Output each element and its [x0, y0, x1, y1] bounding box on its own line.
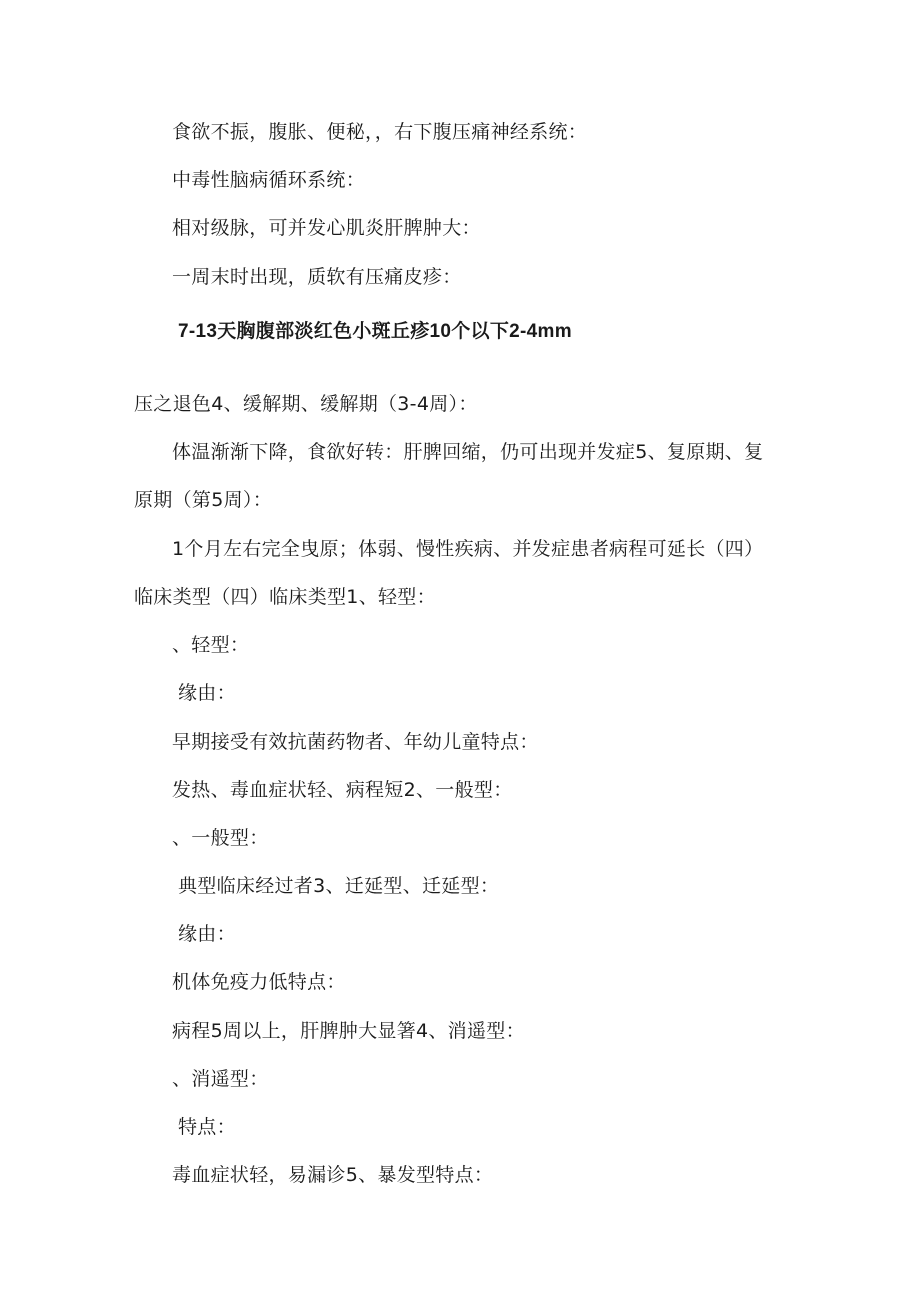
text-line-11: 、轻型：	[172, 634, 250, 656]
text-line-7: 体温渐渐下降，食欲好转：肝脾回缩，仍可出现并发症5、复原期、复	[172, 441, 764, 463]
text-line-14: 发热、毒血症状轻、病程短2、一般型：	[172, 779, 513, 801]
text-line-10: 临床类型（四）临床类型1、轻型：	[134, 586, 436, 608]
text-line-6: 压之退色4、缓解期、缓解期（3-4周）：	[134, 393, 478, 415]
text-line-2: 中毒性脑病循环系统：	[172, 169, 366, 191]
text-line-20: 、消遥型：	[172, 1068, 269, 1090]
text-line-22: 毒血症状轻，易漏诊5、暴发型特点：	[172, 1164, 494, 1186]
text-line-4: 一周末时出现，质软有压痛皮疹：	[172, 266, 462, 288]
text-line-3: 相对级脉，可并发心肌炎肝脾肿大：	[172, 217, 481, 239]
text-line-21: 特点：	[178, 1116, 236, 1138]
text-line-17: 缘由：	[178, 923, 236, 945]
text-line-12: 缘由：	[178, 682, 236, 704]
text-line-19: 病程5周以上，肝脾肿大显箸4、消遥型：	[172, 1020, 525, 1042]
text-line-13: 早期接受有效抗菌药物者、年幼儿童特点：	[172, 731, 539, 753]
text-line-18: 机体免疫力低特点：	[172, 971, 346, 993]
text-line-15: 、一般型：	[172, 827, 269, 849]
text-line-16: 典型临床经过者3、迁延型、迁延型：	[178, 875, 500, 897]
text-line-1: 食欲不振，腹胀、便秘，，右下腹压痛神经系统：	[172, 121, 588, 143]
text-line-5: 7-13天胸腹部淡红色小斑丘疹10个以下2-4mm	[178, 321, 572, 342]
text-line-9: 1个月左右完全曳原；体弱、慢性疾病、并发症患者病程可延长（四）	[172, 538, 764, 560]
text-line-8: 原期（第5周）：	[134, 489, 272, 511]
